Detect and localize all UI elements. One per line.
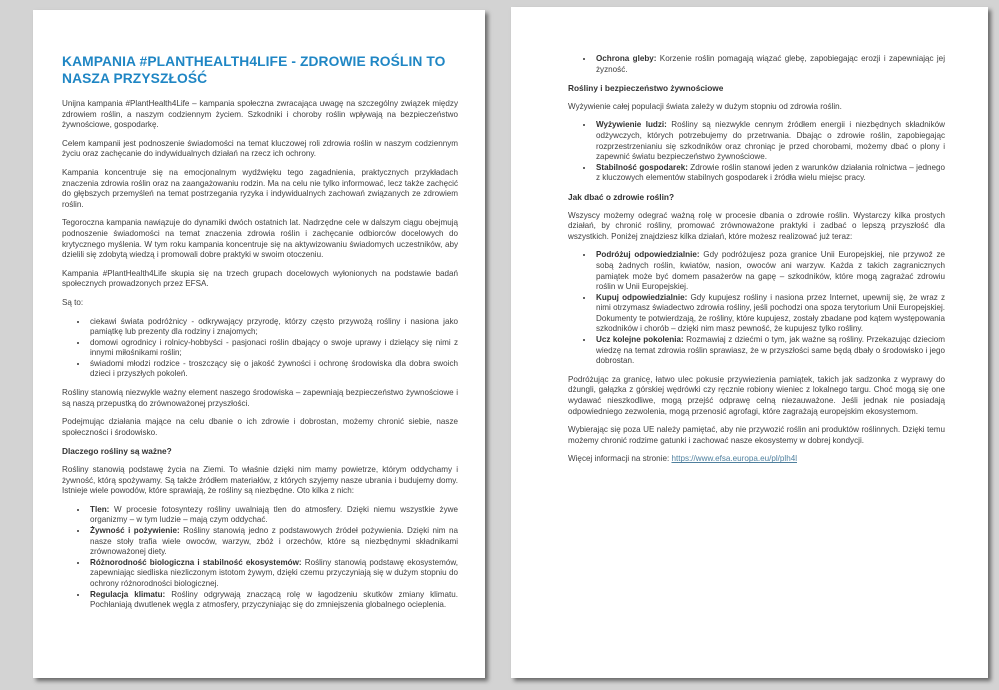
list-item-text: Rośliny stanowią podstawę ekosystemów, zapewniając siedliska niezliczonym istotom żywym, dzięki czemu przyczyniają się w dużym stopniu do ochrony różnorodności biologicznej. (90, 557, 458, 588)
list-item (88, 338, 458, 359)
list-item-text: Korzenie roślin pomagają wiązać glebę, zapobiegając erozji i zapewniając jej żyzność. (596, 54, 945, 74)
list-item (594, 293, 945, 335)
list-item-lead: Różnorodność biologiczna i stabilność ekosystemów: (90, 557, 302, 567)
list-item (594, 335, 945, 367)
list-item-text: Rośliny odgrywają znaczącą rolę w łagodzeniu skutków zmiany klimatu. Pochłaniają dwutlenek węgla z atmosfery, przyczyniając się do zmniejszenia globalnego ocieplenia. (90, 589, 458, 610)
list-item-lead: Kupuj odpowiedzialnie: (596, 292, 688, 302)
section-heading: Jak dbać o zdrowie roślin? (568, 191, 675, 202)
page-title: KAMPANIA #PLANTHEALTH4LIFE - ZDROWIE ROŚLIN TO NASZA PRZYSZŁOŚĆ (62, 54, 446, 86)
paragraph: Wybierając się poza UE należy pamiętać, aby nie przywozić roślin ani produktów roślinnych. Dzięki temu możemy chronić rodzime gatunki i zachować nasze ekosystemy w dobrej kondycji. (568, 425, 945, 445)
list-item (88, 590, 458, 611)
page-2 (511, 7, 988, 678)
list-item-lead: Regulacja klimatu: (90, 589, 166, 599)
page-1 (33, 10, 485, 678)
list-item-text: W procesie fotosyntezy rośliny uwalniają tlen do atmosfery. Dzięki niemu wszystkie żywe organizmy – w tym ludzie – mają czym oddychać. (90, 504, 458, 525)
list-item (594, 250, 945, 292)
list-item-text: domowi ogrodnicy i rolnicy-hobbyści - pasjonaci roślin dbający o swoje uprawy i dzielący się nimi z innymi miłośnikami roślin; (90, 337, 458, 358)
page-2-content (511, 7, 988, 678)
list-item (88, 558, 458, 590)
list-item (594, 120, 945, 162)
list-item-text: Rośliny stanowią jedno z podstawowych źródeł pożywienia. Dzięki nim na nasze stoły trafia wiele owoców, warzyw, zbóż i orzechów, które są niezbędnymi składnikami zrównoważonej diety. (90, 526, 458, 557)
list-item-lead: Żywność i pożywienie: (90, 526, 180, 535)
paragraph: Podejmując działania mające na celu dbanie o ich zdrowie i dobrostan, możemy chronić siebie, nasze społeczności i środowisko. (62, 417, 458, 437)
section-heading: Dlaczego rośliny są ważne? (62, 446, 172, 457)
bullet-list (568, 250, 945, 367)
list-item-text: ciekawi świata podróżnicy - odkrywający przyrodę, którzy często przywożą rośliny i nasiona jako pamiątkę lub prezenty dla rodziny i znajomych; (90, 316, 458, 337)
list-item (88, 359, 458, 380)
list-item-text: Zdrowie roślin stanowi jeden z warunków działania rolnictwa – jednego z kluczowych elementów stabilnych gospodarek i źródła wielu miejsc pracy. (596, 162, 945, 183)
list-item-lead: Ochrona gleby: (596, 54, 657, 63)
list-item-text: Rozmawiaj z dziećmi o tym, jak ważne są rośliny. Przekazując dzieciom wiedzę na temat zdrowia roślin sprawiasz, że w przyszłości same będą dbały o środowisko i jego dobrostan. (596, 335, 945, 366)
efsa-campaign-link[interactable]: https://www.efsa.europa.eu/pl/plh4l (671, 454, 797, 464)
list-item (88, 317, 458, 338)
list-item-lead: Ucz kolejne pokolenia: (596, 335, 684, 345)
list-item-text: świadomi młodzi rodzice - troszczący się o jakość żywności i ochronę środowiska dla dobra swoich dzieci i przyszłych pokoleń. (90, 358, 458, 379)
paragraph: Są to: (62, 297, 84, 307)
page-1-content (33, 10, 485, 678)
paragraph: Podróżując za granicę, łatwo ulec pokusie przywiezienia pamiątek, takich jak sadzonka z wyprawy do dżungli, gałązka z górskiej wędrówki czy ręcznie robiony wieniec z lokalnego targu. Choć mogą się one wydawać nieszkodliwe, mogą przejść odprawę celną niezauważone. Jeśli jednak nie posiadają odpowiedniego zezwolenia, mogą przenosić agrofagi, które zagrażają europejskim ekosystemom. (568, 374, 945, 416)
paragraph: Kampania #PlantHealth4Life skupia się na trzech grupach docelowych wyłonionych na podstawie badań społecznych prowadzonych przez EFSA. (62, 268, 458, 289)
list-item-lead: Wyżywienie ludzi: (596, 120, 667, 130)
paragraph: Kampania koncentruje się na emocjonalnym wydźwięku tego zagadnienia, praktycznych przykładach znaczenia zdrowia roślin oraz na zaangażowaniu rodzin. Ma na celu nie tylko informować, lecz także zachęcić do głębszych przemyśleń na temat postrzegania ryzyka i indywidualnych zachowań związanych ze zdrowiem roślin. (62, 167, 458, 209)
paragraph: Wyżywienie całej populacji świata zależy w dużym stopniu od zdrowia roślin. (568, 101, 842, 111)
bullet-list (62, 505, 458, 611)
list-item-text: Rośliny są niezwykle cennym źródłem energii i niezbędnych składników odżywczych, których potrzebujemy do przetrwania. Dbając o zdrowie roślin, zapobiegając rozprzestrzenianiu się szkodników oraz chroniąc je przed chorobami, możemy dbać o plony i zapewnić światu bezpieczeństwo żywnościowe. (596, 120, 945, 162)
paragraph: Celem kampanii jest podnoszenie świadomości na temat kluczowej roli zdrowia roślin w naszym codziennym życiu oraz zachęcanie do indywidualnych działań na rzecz ich ochrony. (62, 138, 458, 159)
list-item-lead: Tlen: (90, 504, 110, 514)
paragraph: Wszyscy możemy odegrać ważną rolę w procesie dbania o zdrowie roślin. Wystarczy kilka prostych działań, by chronić rośliny, promować zrównoważone praktyki i zadbać o lepszą przyszłość dla wszystkich. Poniżej znajdziesz kilka działań, które możesz realizować już teraz: (568, 210, 945, 241)
paragraph: Rośliny stanowią niezwykle ważny element naszego środowiska – zapewniają bezpieczeństwo żywnościowe i są naszą przepustką do zrównoważonej przyszłości. (62, 388, 458, 408)
info-label: Więcej informacji na stronie: (568, 454, 672, 464)
list-item-text: Gdy kupujesz rośliny i nasiona przez Internet, upewnij się, że wraz z nimi otrzymasz świadectwo zdrowia rośliny, jeśli pochodzi ona spoza terytorium Unii Europejskiej. Dokumenty te potwierdzają, że rośliny, które kupujesz, zostały zbadane pod kątem występowania szkodników i chorób – dzięki nim masz pewność, że kupujesz tylko rośliny. (596, 292, 945, 334)
bullet-list (568, 54, 945, 75)
paragraph: Unijna kampania #PlantHealth4Life – kampania społeczna zwracająca uwagę na szczególny związek między zdrowiem roślin, a naszym codziennym życiem. Szkodniki i choroby roślin wpływają na bezpieczeństwo żywnościowe, gospodarkę. (62, 99, 458, 130)
list-item-text: Gdy podróżujesz poza granice Unii Europejskiej, nie przywoź ze sobą żadnych roślin, kwiatów, nasion, owoców ani warzyw. Każda z takich zagranicznych pamiątek może być domem pasażerów na gapę – szkodników, które mogą zagrażać zdrowiu roślin w Unii Europejskiej. (596, 250, 945, 292)
list-item-lead: Podróżuj odpowiedzialnie: (596, 250, 700, 260)
list-item (88, 505, 458, 526)
paragraph: Rośliny stanowią podstawę życia na Ziemi. To właśnie dzięki nim mamy powietrze, którym oddychamy i żywność, którą spożywamy. Są także źródłem materiałów, z których szyjemy nasze ubrania i budujemy domy. Istnieje wiele powodów, które sprawiają, że rośliny są niezbędne. Oto kilka z nich: (62, 465, 458, 496)
section-heading: Rośliny i bezpieczeństwo żywnościowe (568, 83, 724, 94)
list-item-lead: Stabilność gospodarek: (596, 162, 688, 172)
bullet-list (568, 120, 945, 184)
list-item (594, 54, 945, 75)
info-paragraph (568, 454, 945, 465)
bullet-list (62, 317, 458, 381)
list-item (594, 163, 945, 184)
list-item (88, 526, 458, 558)
paragraph: Tegoroczna kampania nawiązuje do dynamiki dwóch ostatnich lat. Nadrzędne cele w dalszym ciągu obejmują podnoszenie świadomości na temat znaczenia zdrowia roślin i zachęcanie odbiorców docelowych do krytycznego myślenia. W tym roku kampania koncentruje się na aktywizowaniu świadomych uczestników, aby dzielili się zdobytą wiedzą i promowali dobre praktyki w swoim otoczeniu. (62, 218, 458, 260)
